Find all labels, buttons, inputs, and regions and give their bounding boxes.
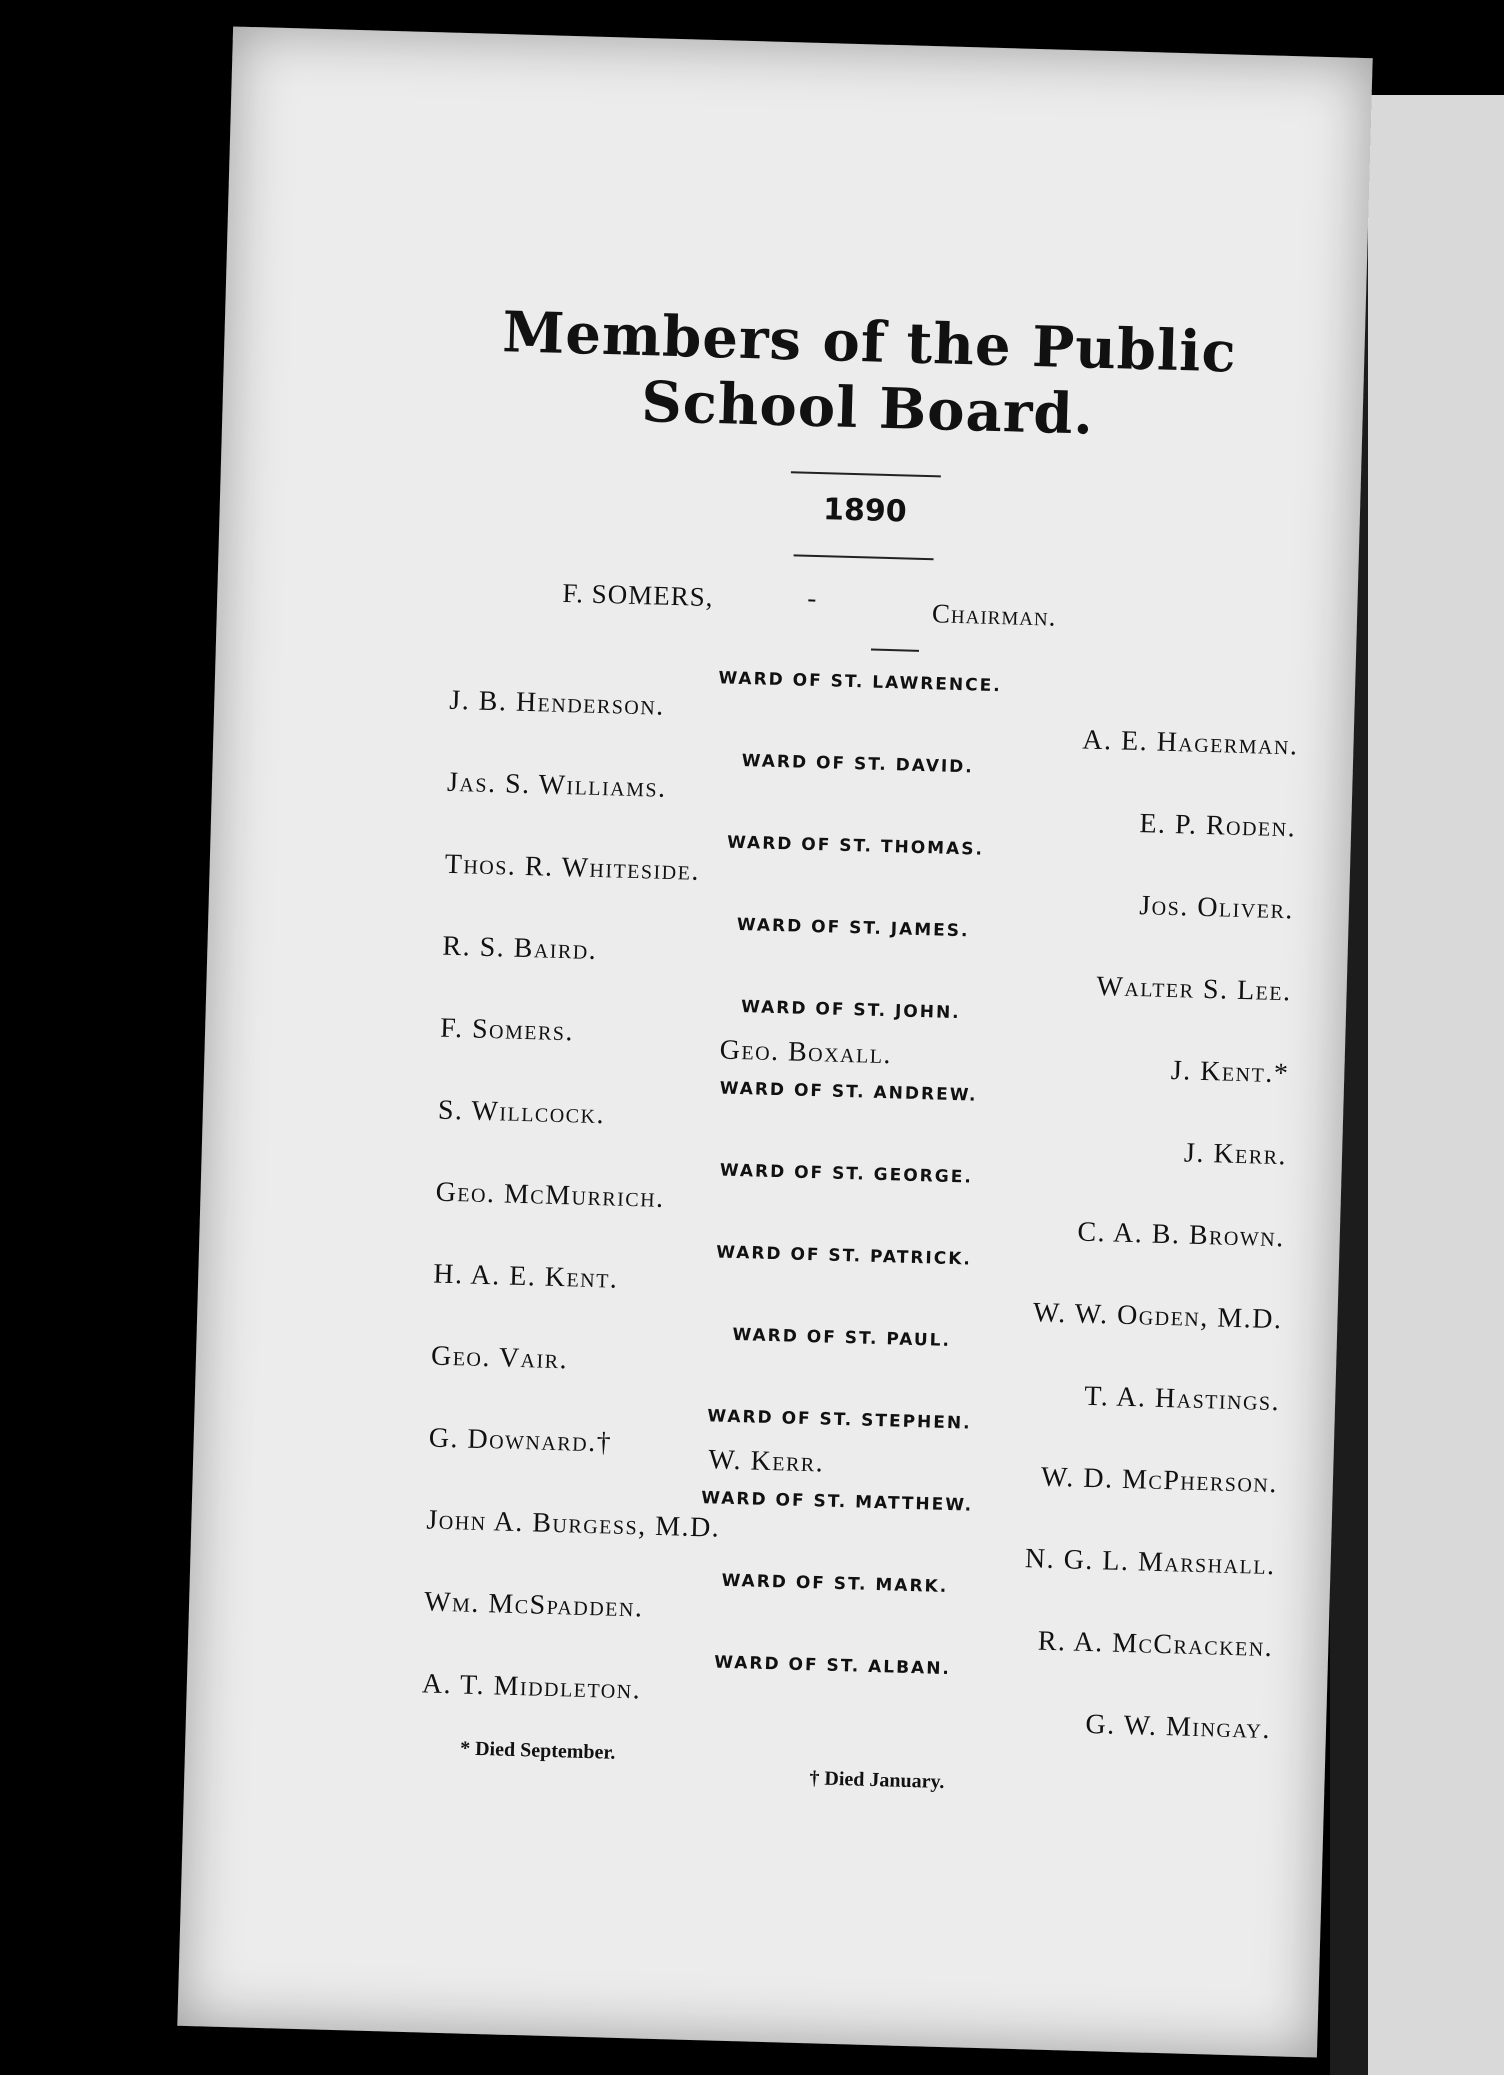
ward-heading: WARD OF ST. ALBAN. [714, 1652, 952, 1680]
ward-member: J. B. Henderson. [448, 684, 666, 722]
ward-member: Jos. Oliver. [1138, 890, 1295, 926]
year: 1890 [822, 492, 908, 530]
adjacent-page [1365, 95, 1504, 2075]
ward-member: Walter S. Lee. [1096, 970, 1293, 1008]
year-rule [794, 554, 934, 560]
ward-member: John A. Burgess, M.D. [426, 1504, 721, 1544]
ward-member: E. P. Roden. [1139, 808, 1297, 844]
ward-member: Geo. Vair. [430, 1340, 569, 1376]
chairman-rule [871, 649, 919, 652]
ward-member: G. Downard.† [428, 1422, 613, 1459]
ward-heading: WARD OF ST. LAWRENCE. [718, 668, 1002, 697]
ward-member: J. Kerr. [1183, 1137, 1288, 1172]
ward-heading: WARD OF ST. PAUL. [732, 1324, 952, 1352]
ward-heading: WARD OF ST. DAVID. [741, 750, 975, 778]
ward-member: W. W. Ogden, M.D. [1032, 1297, 1283, 1336]
ward-member: J. Kent.* [1170, 1055, 1290, 1090]
chairman-line [411, 568, 1312, 653]
chairman-dash: - [806, 582, 817, 613]
ward-heading: WARD OF ST. STEPHEN. [707, 1406, 972, 1434]
ward-member: T. A. Hastings. [1083, 1380, 1281, 1418]
ward-heading: WARD OF ST. ANDREW. [719, 1078, 978, 1106]
ward-member: S. Willcock. [437, 1094, 606, 1131]
ward-member: Thos. R. Whiteside. [444, 848, 701, 887]
footnote-died-september: * Died September. [459, 1737, 616, 1764]
ward-member: W. D. McPherson. [1040, 1461, 1279, 1500]
title-rule [791, 471, 941, 477]
ward-heading: WARD OF ST. MATTHEW. [701, 1488, 974, 1516]
page-title: Members of the Public School Board. [501, 299, 1238, 448]
ward-member: Wm. McSpadden. [423, 1586, 644, 1624]
ward-heading: WARD OF ST. JAMES. [736, 914, 970, 942]
ward-member: G. W. Mingay. [1085, 1708, 1272, 1746]
chairman-name: F. SOMERS, [562, 577, 714, 613]
chairman-role: Chairman. [931, 598, 1057, 632]
ward-member: A. E. Hagerman. [1081, 724, 1299, 762]
footnote-died-january: † Died January. [809, 1767, 945, 1794]
document-page [177, 26, 1372, 2057]
ward-member: R. A. McCracken. [1037, 1625, 1274, 1664]
wards-list [381, 660, 1310, 1751]
ward-member: H. A. E. Kent. [432, 1258, 619, 1295]
ward-member: A. T. Middleton. [421, 1668, 642, 1706]
ward-member: Geo. McMurrich. [435, 1176, 666, 1214]
ward-member: R. S. Baird. [442, 930, 598, 966]
ward-member: N. G. L. Marshall. [1024, 1543, 1277, 1582]
ward-heading: WARD OF ST. PATRICK. [715, 1242, 973, 1270]
ward-heading: WARD OF ST. MARK. [721, 1570, 949, 1598]
ward-member: Geo. Boxall. [719, 1034, 893, 1071]
ward-member: C. A. B. Brown. [1077, 1216, 1286, 1254]
ward-member: W. Kerr. [707, 1444, 825, 1479]
footnotes [379, 1735, 1280, 1820]
ward-member: Jas. S. Williams. [446, 766, 668, 804]
ward-heading: WARD OF ST. JOHN. [740, 997, 961, 1024]
ward-heading: WARD OF ST. THOMAS. [726, 832, 985, 860]
page-content [379, 297, 1321, 1821]
ward-member: F. Somers. [439, 1012, 575, 1048]
ward-heading: WARD OF ST. GEORGE. [719, 1160, 974, 1188]
